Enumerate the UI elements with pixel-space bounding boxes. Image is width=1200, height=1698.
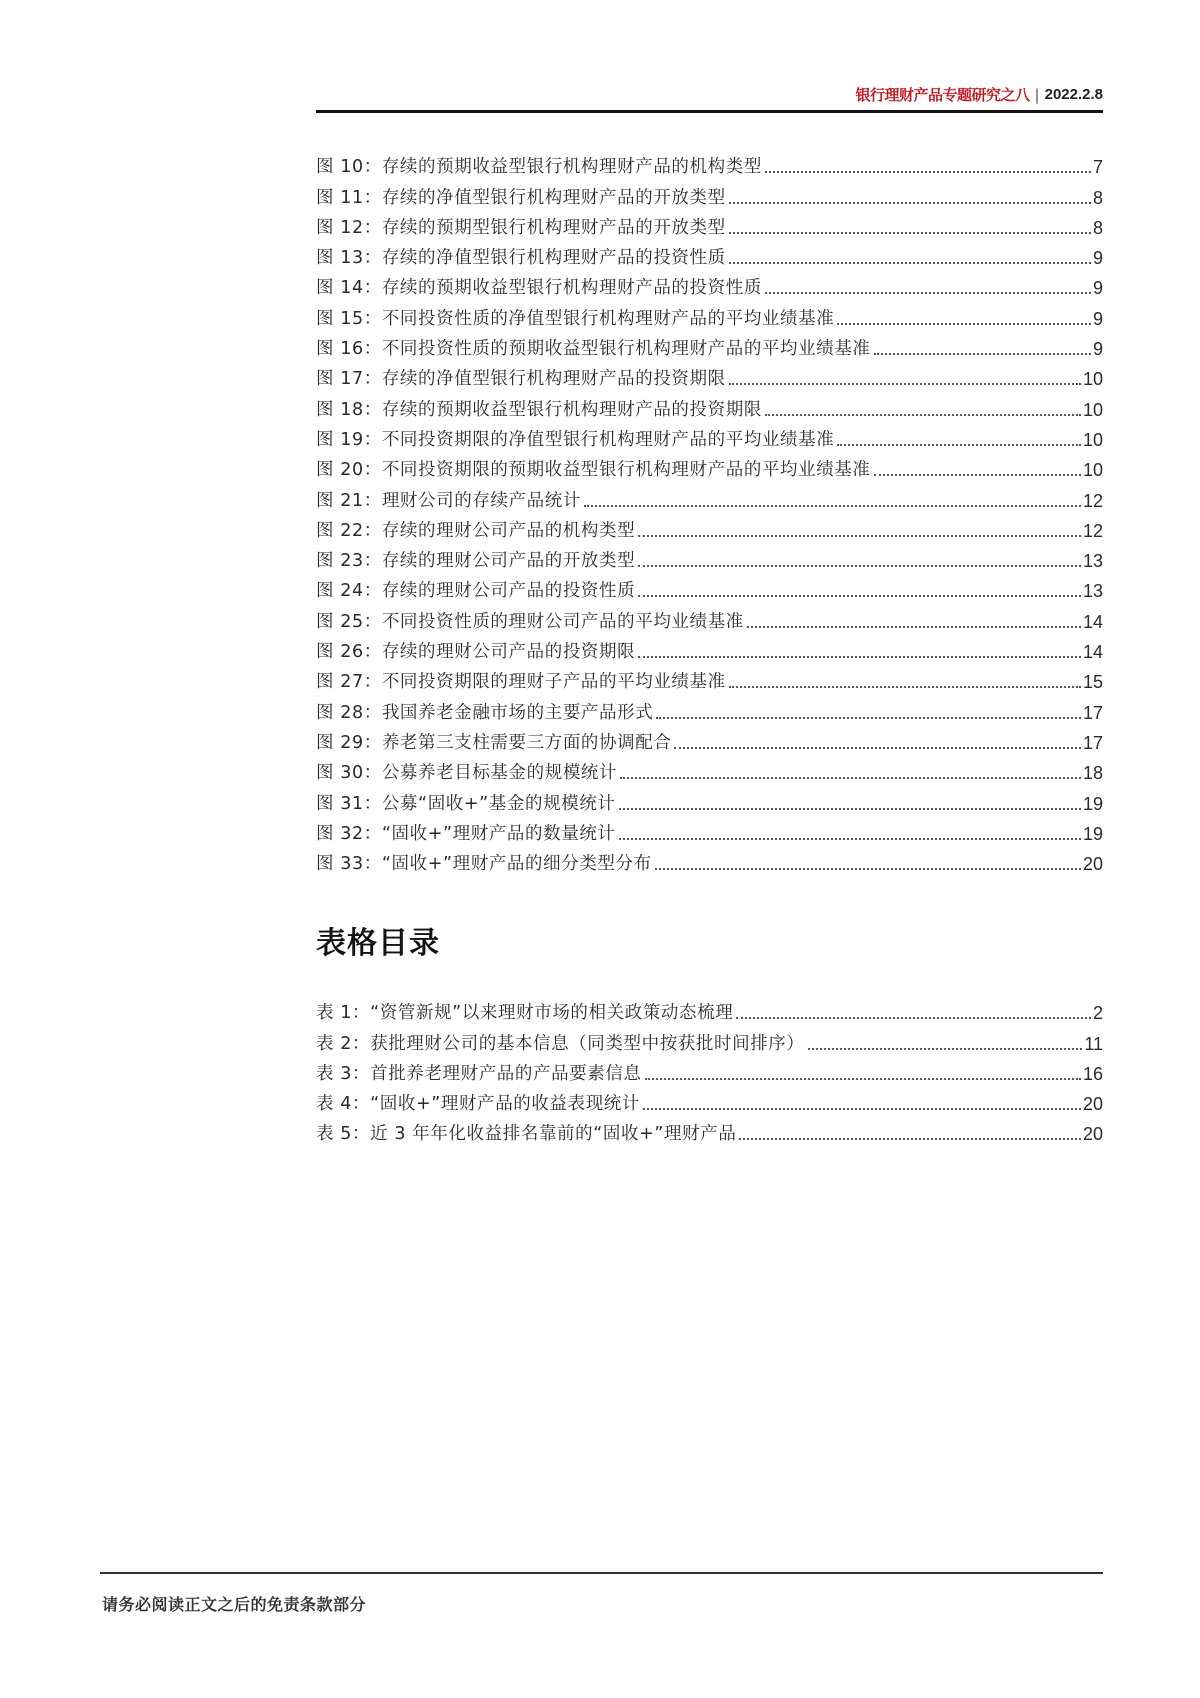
dot-leader: [645, 1078, 1081, 1080]
toc-entry-label: 图 19：不同投资期限的净值型银行机构理财产品的平均业绩基准: [316, 429, 835, 450]
dot-leader: [674, 747, 1081, 749]
toc-entry-page: 2: [1092, 1003, 1103, 1024]
toc-entry-label: 图 14：存续的预期收益型银行机构理财产品的投资性质: [316, 278, 762, 299]
toc-entry-label: 表 2：获批理财公司的基本信息（同类型中按获批时间排序）: [316, 1033, 805, 1054]
dot-leader: [620, 777, 1081, 779]
footer-divider: [100, 1572, 1103, 1574]
dot-leader: [656, 717, 1081, 719]
dot-leader: [747, 626, 1081, 628]
header-divider: [316, 110, 1103, 113]
toc-entry-label: 图 30：公募养老目标基金的规模统计: [316, 763, 618, 784]
dot-leader: [729, 262, 1091, 264]
toc-entry-page: 13: [1082, 551, 1103, 572]
toc-entry-page: 17: [1082, 702, 1103, 723]
toc-entry[interactable]: [316, 602, 1103, 632]
dot-leader: [765, 414, 1081, 416]
toc-entry[interactable]: [316, 178, 1103, 208]
toc-entry-page: 12: [1082, 520, 1103, 541]
dot-leader: [729, 383, 1081, 385]
toc-entry[interactable]: [316, 239, 1103, 269]
toc-entry[interactable]: [316, 269, 1103, 299]
toc-entry-label: 图 31：公募“固收+”基金的规模统计: [316, 793, 616, 814]
dot-leader: [619, 838, 1081, 840]
toc-entry-label: 图 20：不同投资期限的预期收益型银行机构理财产品的平均业绩基准: [316, 460, 871, 481]
toc-entry[interactable]: [316, 693, 1103, 723]
toc-entry-page: 8: [1092, 187, 1103, 208]
figures-toc: [316, 148, 1103, 875]
toc-entry[interactable]: [316, 1085, 1103, 1115]
toc-entry-page: 10: [1082, 460, 1103, 481]
dot-leader: [874, 474, 1081, 476]
toc-entry-page: 20: [1082, 1124, 1103, 1145]
dot-leader: [638, 656, 1081, 658]
toc-entry-page: 10: [1082, 429, 1103, 450]
dot-leader: [736, 1017, 1091, 1019]
toc-entry-label: 图 21：理财公司的存续产品统计: [316, 490, 581, 511]
toc-entry-label: 表 4：“固收+”理财产品的收益表现统计: [316, 1094, 640, 1115]
dot-leader: [643, 1108, 1081, 1110]
dot-leader: [729, 202, 1091, 204]
report-series-header: [856, 84, 1103, 105]
toc-entry-label: 图 32：“固收+”理财产品的数量统计: [316, 823, 616, 844]
toc-entry-page: 14: [1082, 611, 1103, 632]
dot-leader: [729, 686, 1081, 688]
series-title: 银行理财产品专题研究之八: [855, 86, 1030, 104]
toc-entry[interactable]: [316, 542, 1103, 572]
toc-entry-page: 8: [1092, 217, 1103, 238]
toc-entry[interactable]: [316, 512, 1103, 542]
toc-entry-label: 图 16：不同投资性质的预期收益型银行机构理财产品的平均业绩基准: [316, 339, 871, 360]
toc-entry-page: 9: [1092, 248, 1103, 269]
toc-entry-label: 图 29：养老第三支柱需要三方面的协调配合: [316, 732, 672, 753]
toc-entry-page: 18: [1082, 763, 1103, 784]
toc-entry-page: 17: [1082, 732, 1103, 753]
toc-entry[interactable]: [316, 148, 1103, 178]
toc-entry[interactable]: [316, 1024, 1103, 1054]
toc-entry-page: 15: [1082, 672, 1103, 693]
toc-entry[interactable]: [316, 421, 1103, 451]
toc-entry[interactable]: [316, 724, 1103, 754]
toc-entry-label: 图 33：“固收+”理财产品的细分类型分布: [316, 854, 652, 875]
toc-entry[interactable]: [316, 330, 1103, 360]
toc-entry-page: 14: [1082, 642, 1103, 663]
toc-entry-label: 图 24：存续的理财公司产品的投资性质: [316, 581, 636, 602]
toc-entry[interactable]: [316, 845, 1103, 875]
toc-entry-label: 图 15：不同投资性质的净值型银行机构理财产品的平均业绩基准: [316, 308, 835, 329]
toc-entry[interactable]: [316, 572, 1103, 602]
toc-entry[interactable]: [316, 1055, 1103, 1085]
dot-leader: [655, 868, 1081, 870]
toc-entry-label: 表 3：首批养老理财产品的产品要素信息: [316, 1063, 642, 1084]
toc-entry-page: 10: [1082, 369, 1103, 390]
toc-entry[interactable]: [316, 784, 1103, 814]
dot-leader: [837, 444, 1081, 446]
toc-entry[interactable]: [316, 663, 1103, 693]
dot-leader: [808, 1048, 1083, 1050]
toc-entry-page: 9: [1092, 308, 1103, 329]
dot-leader: [765, 171, 1091, 173]
toc-entry-label: 图 22：存续的理财公司产品的机构类型: [316, 520, 636, 541]
toc-entry-label: 图 27：不同投资期限的理财子产品的平均业绩基准: [316, 672, 726, 693]
toc-entry-page: 9: [1092, 278, 1103, 299]
dot-leader: [638, 535, 1081, 537]
toc-entry-page: 16: [1082, 1063, 1103, 1084]
toc-entry-label: 图 23：存续的理财公司产品的开放类型: [316, 551, 636, 572]
toc-entry-label: 图 26：存续的理财公司产品的投资期限: [316, 642, 636, 663]
toc-entry-page: 19: [1082, 793, 1103, 814]
toc-entry-label: 图 28：我国养老金融市场的主要产品形式: [316, 702, 654, 723]
toc-entry-page: 10: [1082, 399, 1103, 420]
header-separator: |: [1034, 85, 1040, 104]
toc-entry-label: 表 1：“资管新规”以来理财市场的相关政策动态梳理: [316, 1003, 734, 1024]
dot-leader: [739, 1138, 1081, 1140]
toc-entry[interactable]: [316, 360, 1103, 390]
dot-leader: [874, 353, 1091, 355]
toc-entry-page: 13: [1082, 581, 1103, 602]
disclaimer-note: 请务必阅读正文之后的免责条款部分: [102, 1595, 367, 1614]
toc-entry-page: 12: [1082, 490, 1103, 511]
tables-toc-heading: 表格目录: [316, 926, 440, 961]
toc-entry-page: 9: [1092, 339, 1103, 360]
toc-entry[interactable]: [316, 815, 1103, 845]
dot-leader: [584, 505, 1081, 507]
toc-entry[interactable]: [316, 299, 1103, 329]
toc-entry-page: 20: [1082, 854, 1103, 875]
toc-entry[interactable]: [316, 994, 1103, 1024]
toc-entry[interactable]: [316, 481, 1103, 511]
toc-entry[interactable]: [316, 633, 1103, 663]
dot-leader: [729, 232, 1091, 234]
toc-entry-label: 图 12：存续的预期型银行机构理财产品的开放类型: [316, 217, 726, 238]
toc-entry-page: 19: [1082, 823, 1103, 844]
toc-entry[interactable]: [316, 1115, 1103, 1145]
dot-leader: [765, 292, 1091, 294]
dot-leader: [837, 323, 1091, 325]
toc-entry-label: 图 17：存续的净值型银行机构理财产品的投资期限: [316, 369, 726, 390]
toc-entry-page: 20: [1082, 1094, 1103, 1115]
dot-leader: [638, 595, 1081, 597]
toc-entry-page: 11: [1084, 1033, 1103, 1054]
toc-entry-label: 图 25：不同投资性质的理财公司产品的平均业绩基准: [316, 611, 744, 632]
toc-entry[interactable]: [316, 754, 1103, 784]
toc-entry[interactable]: [316, 390, 1103, 420]
toc-entry[interactable]: [316, 209, 1103, 239]
toc-entry-label: 表 5：近 3 年年化收益排名靠前的“固收+”理财产品: [316, 1124, 737, 1145]
toc-entry-label: 图 11：存续的净值型银行机构理财产品的开放类型: [316, 187, 726, 208]
toc-entry-label: 图 10：存续的预期收益型银行机构理财产品的机构类型: [316, 157, 762, 178]
dot-leader: [638, 565, 1081, 567]
tables-toc: [316, 994, 1103, 1145]
toc-entry[interactable]: [316, 451, 1103, 481]
dot-leader: [619, 808, 1081, 810]
toc-entry-page: 7: [1092, 157, 1103, 178]
toc-entry-label: 图 13：存续的净值型银行机构理财产品的投资性质: [316, 248, 726, 269]
toc-entry-label: 图 18：存续的预期收益型银行机构理财产品的投资期限: [316, 399, 762, 420]
report-date: 2022.2.8: [1044, 86, 1103, 103]
